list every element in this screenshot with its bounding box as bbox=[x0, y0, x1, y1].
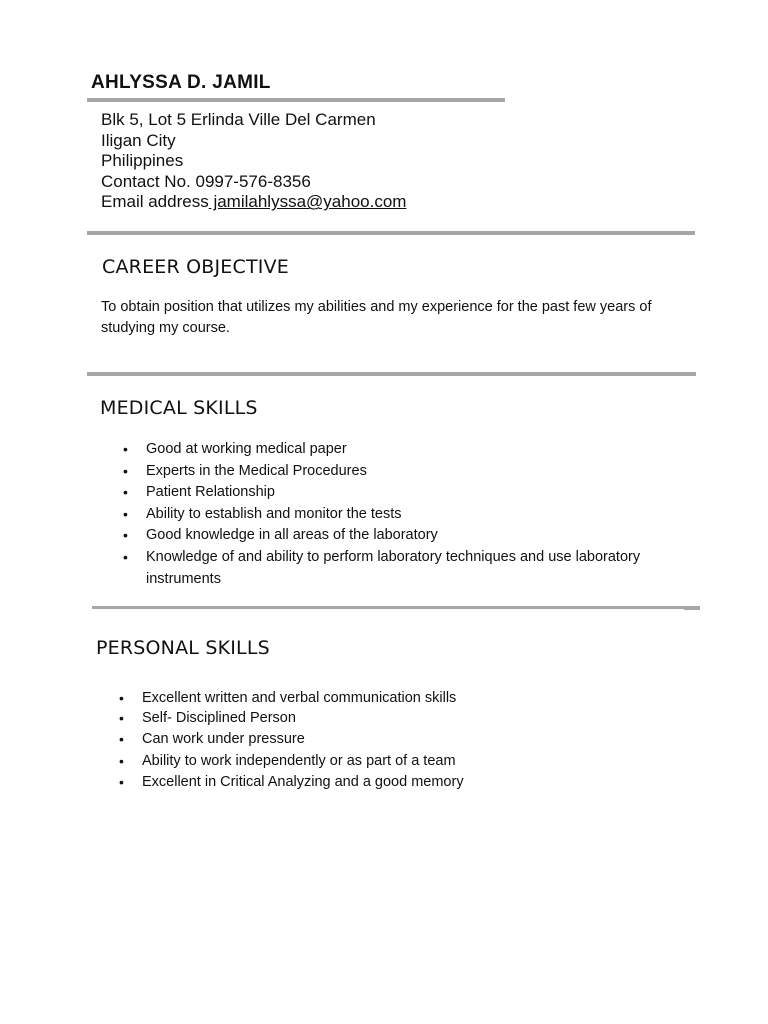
list-item: • Ability to work independently or as part of a team bbox=[142, 751, 682, 773]
bullet-icon: • bbox=[119, 752, 124, 769]
list-item: • Self- Disciplined Person bbox=[142, 708, 682, 730]
email-label: Email address bbox=[101, 192, 209, 212]
contact-block bbox=[101, 110, 406, 213]
list-item: • Patient Relationship bbox=[146, 482, 686, 504]
career-objective-heading: CAREER OBJECTIVE bbox=[102, 256, 289, 278]
personal-skills-heading: PERSONAL SKILLS bbox=[96, 637, 270, 659]
contact-number: Contact No. 0997-576-8356 bbox=[101, 171, 311, 191]
divider-name bbox=[87, 98, 505, 102]
bullet-icon: • bbox=[119, 709, 124, 726]
address-line-3: Philippines bbox=[101, 151, 184, 171]
list-item: • Excellent written and verbal communication skills bbox=[142, 688, 682, 710]
divider-medical bbox=[92, 606, 684, 609]
email-link[interactable]: jamilahlyssa@yahoo.com bbox=[208, 192, 407, 212]
list-item: • Ability to establish and monitor the tests bbox=[146, 504, 686, 526]
bullet-icon: • bbox=[119, 774, 124, 791]
list-item: • Can work under pressure bbox=[142, 729, 682, 751]
career-objective-text: To obtain position that utilizes my abilities and my experience for the past few years of studying my course. bbox=[101, 299, 652, 336]
list-item: • Good knowledge in all areas of the laboratory bbox=[146, 525, 686, 547]
bullet-icon: • bbox=[123, 441, 128, 457]
divider-medical-end bbox=[684, 606, 700, 610]
medical-skills-list bbox=[123, 439, 686, 590]
bullet-icon: • bbox=[119, 690, 124, 706]
bullet-icon: • bbox=[119, 731, 124, 748]
list-item: • Knowledge of and ability to perform laboratory techniques and use laboratory instruments bbox=[123, 548, 641, 587]
bullet-icon: • bbox=[123, 484, 128, 501]
bullet-icon: • bbox=[123, 505, 128, 522]
list-item: • Excellent in Critical Analyzing and a good memory bbox=[142, 772, 682, 794]
bullet-icon: • bbox=[123, 527, 128, 544]
divider-contact bbox=[87, 231, 695, 235]
divider-objective bbox=[87, 372, 696, 376]
email-row bbox=[101, 192, 406, 213]
list-item: • Experts in the Medical Procedures bbox=[146, 461, 686, 483]
list-item: • Good at working medical paper bbox=[146, 439, 686, 461]
address-line-1: Blk 5, Lot 5 Erlinda Ville Del Carmen bbox=[101, 110, 376, 129]
address-line-2: Iligan City bbox=[101, 130, 176, 150]
bullet-icon: • bbox=[123, 548, 128, 565]
medical-skills-heading: MEDICAL SKILLS bbox=[100, 397, 258, 419]
candidate-name: AHLYSSA D. JAMIL bbox=[91, 72, 271, 93]
personal-skills-list bbox=[119, 688, 682, 794]
bullet-icon: • bbox=[123, 462, 128, 479]
